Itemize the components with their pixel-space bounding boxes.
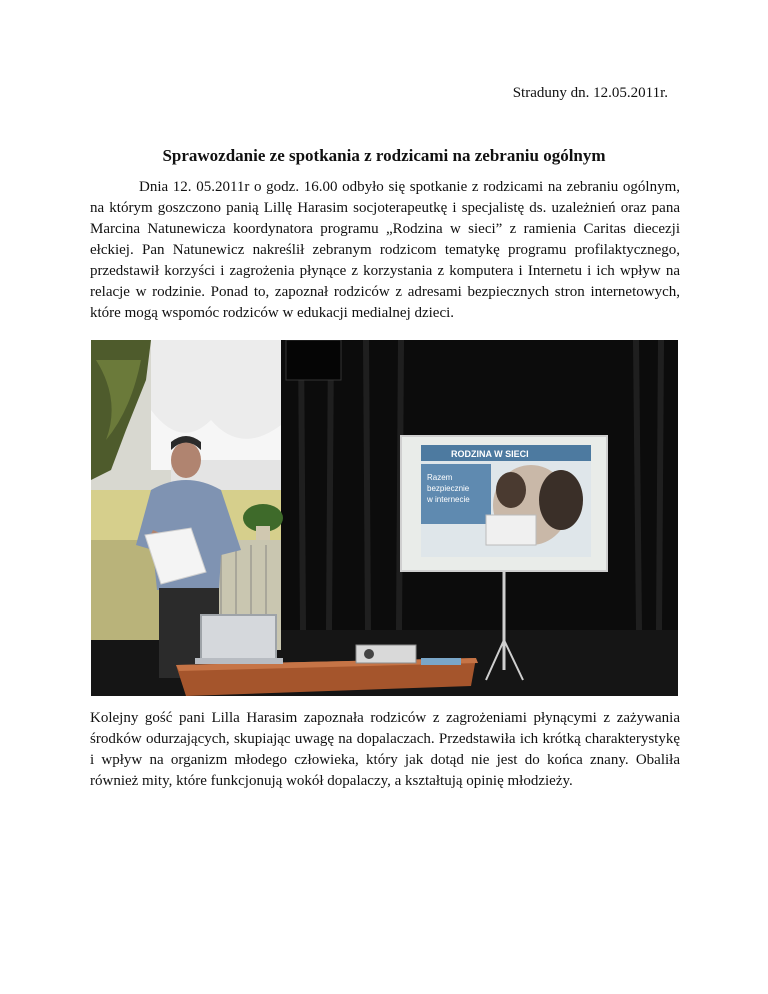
paragraph-1: Dnia 12. 05.2011r o godz. 16.00 odbyło się spotkanie z rodzicami na zebraniu ogólnym, na którym goszczono panią Lillę Harasim socjoterapeutkę i specjalistę ds. uzależnień oraz pana Marcina Natunewicza koordynatora programu „Rodzina w sieci” z ramienia Caritas diecezji ełckiej. Pan Natunewicz nakreślił zebranym rodzicom tematykę programu profilaktycznego, przedstawił korzyści i zagrożenia płynące z korzystania z komputera i Internetu i ich wpływ na relacje w rodzinie. Ponad to, zapoznał rodziców z adresami bezpiecznych stron internetowych, które mogą wspomóc rodziców w edukacji medialnej dzieci.	[90, 179, 680, 321]
meeting-photo	[91, 340, 678, 696]
slide-line-1: Razem	[427, 473, 453, 482]
place-date: Straduny dn. 12.05.2011r.	[512, 85, 668, 101]
slide-line-3: w internecie	[427, 495, 470, 504]
loudspeaker	[286, 340, 341, 380]
paragraph-2: Kolejny gość pani Lilla Harasim zapoznała rodziców z zagrożeniami płynącymi z zażywania środków odurzających, skupiając uwagę na dopalaczach. Przedstawiła ich krótką charakterystykę i wpływ na organizm młodego człowieka, który jak dotąd nie jest do końca znany. Obaliła również mity, które funkcjonują wokół dopalaczy, a kształtują opinię młodzieży.	[90, 710, 680, 789]
slide-line-2: bezpiecznie	[427, 484, 470, 493]
document-title: Sprawozdanie ze spotkania z rodzicami na zebraniu ogólnym	[162, 146, 606, 165]
slide-header: RODZINA W SIECI	[451, 449, 529, 459]
